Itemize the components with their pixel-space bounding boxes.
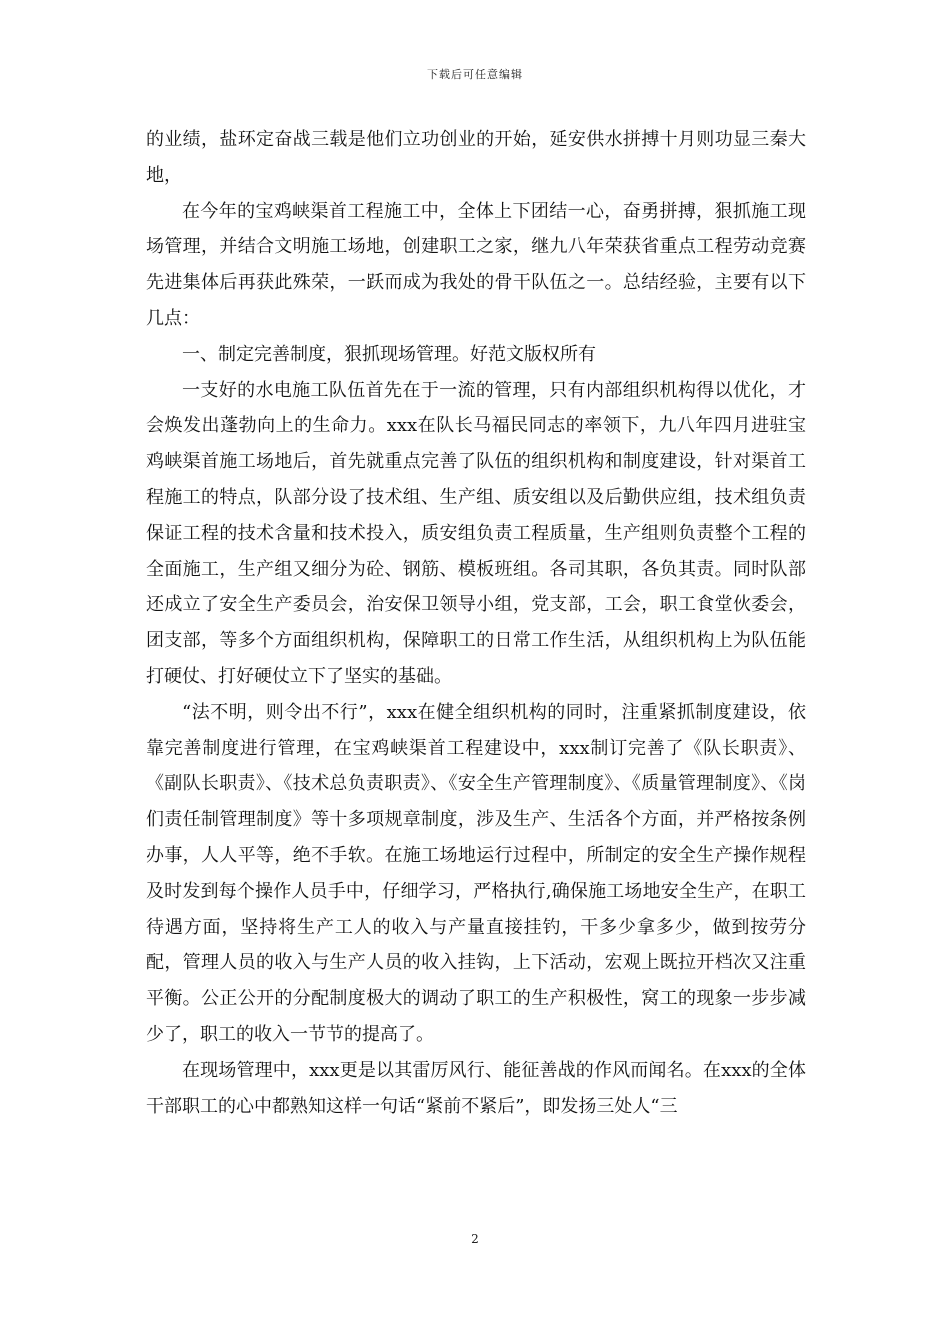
paragraph-5: “法不明，则令出不行”，xxx在健全组织机构的同时，注重紧抓制度建设，依靠完善制度进行管理，在宝鸡峡渠首工程建设中，xxx制订完善了《队长职责》、《副队长职责》、《技术总负责职责》、《安全生产管理制度》、《质量管理制度》、《岗们责任制管理制度》等十多项规章制度，涉及生产、生活各个方面，并严格按条例办事，人人平等，绝不手软。在施工场地运行过程中，所制定的安全生产操作规程及时发到每个操作人员手中，仔细学习，严格执行,确保施工场地安全生产，在职工待遇方面，坚持将生产工人的收入与产量直接挂钓，干多少拿多少，做到按劳分配，管理人员的收入与生产人员的收入挂钩，上下活动，宏观上既拉开档次又注重平衡。公正公开的分配制度极大的调动了职工的生产积极性，窝工的现象一步步减少了，职工的收入一节节的提高了。 [146,701,806,1045]
paragraph-1: 的业绩，盐环定奋战三载是他们立功创业的开始，延安供水拼搏十月则功显三秦大地， [146,129,806,186]
paragraph-4: 一支好的水电施工队伍首先在于一流的管理，只有内部组织机构得以优化，才会焕发出蓬勃向上的生命力。xxx在队长马福民同志的率领下，九八年四月进驻宝鸡峡渠首施工场地后，首先就重点完善了队伍的组织机构和制度建设，针对渠首工程施工的特点，队部分设了技术组、生产组、质安组以及后勤供应组，技术组负责保证工程的技术含量和技术投入，质安组负责工程质量，生产组则负责整个工程的全面施工，生产组又细分为砼、钢筋、模板班组。各司其职，各负其责。同时队部还成立了安全生产委员会，治安保卫领导小组，党支部，工会，职工食堂伙委会，团支部，等多个方面组织机构，保障职工的日常工作生活，从组织机构上为队伍能打硬仗、打好硬仗立下了坚实的基础。 [146,379,806,687]
paragraph-3-section-heading: 一、制定完善制度，狠抓现场管理。好范文版权所有 [182,343,596,365]
page-number: 2 [471,1232,479,1246]
document-body [146,122,806,1124]
page-header: 下载后可任意编辑 [427,68,523,81]
paragraph-6: 在现场管理中，xxx更是以其雷厉风行、能征善战的作风而闻名。在xxx的全体干部职工的心中都熟知这样一句话“紧前不紧后”，即发扬三处人“三 [146,1059,806,1117]
paragraph-2: 在今年的宝鸡峡渠首工程施工中，全体上下团结一心，奋勇拼搏，狠抓施工现场管理，并结合文明施工场地，创建职工之家，继九八年荣获省重点工程劳动竞赛先进集体后再获此殊荣，一跃而成为我处的骨干队伍之一。总结经验，主要有以下几点： [146,200,806,329]
